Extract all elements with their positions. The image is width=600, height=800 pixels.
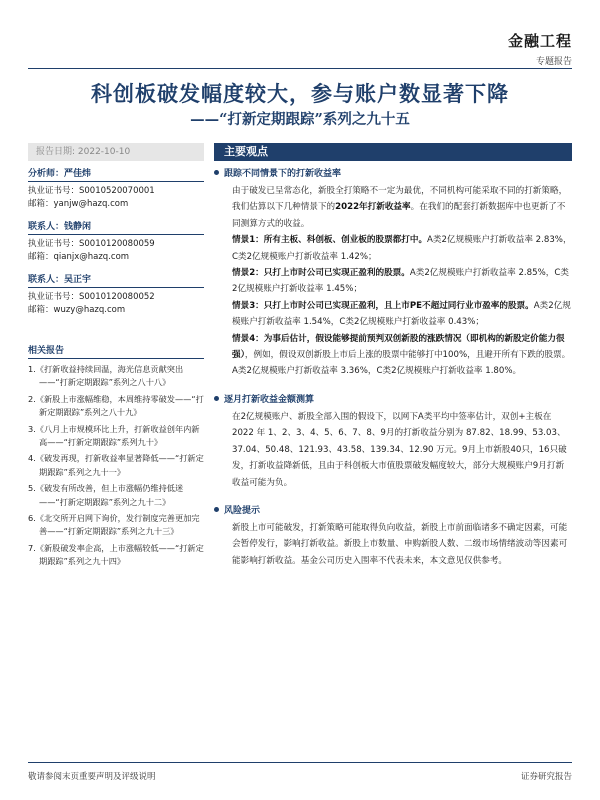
footer-disclaimer[interactable]: 敬请参阅末页重要声明及评级说明 <box>28 772 156 782</box>
scenario-label: 情景2：只打上市时公司已实现正盈利的股票。 <box>232 268 410 279</box>
related-report-item[interactable]: 1.《打新收益持续回温，海光信息贡献突出——“打新定期跟踪”系列之八十八》 <box>28 364 184 388</box>
scenario-label: 情景3：只打上市时公司已实现正盈利，且上市PE不超过同行业市盈率的股票。 <box>232 300 534 311</box>
section-heading-text: 跟踪不同情景下的打新收益率 <box>224 169 342 179</box>
bullet-icon <box>214 507 219 512</box>
section-heading-text: 逐月打新收益金额测算 <box>224 394 315 405</box>
scenario-paragraph <box>214 265 572 298</box>
related-report-item[interactable]: 7.《新股破发率企高，上市涨幅较低——“打新定期跟踪”系列之九十四》 <box>28 542 204 567</box>
brand-label: 金融工程 <box>507 32 572 50</box>
analyst-name: 联系人：吴正宇 <box>28 272 204 288</box>
related-report-item[interactable]: 6.《北交所开启网下询价，发行制度完善更加完善——“打新定期跟踪”系列之九十三》 <box>28 513 200 537</box>
related-reports-title: 相关报告 <box>28 343 204 359</box>
section-tab-main-points: 主要观点 <box>224 145 268 158</box>
section-body: 新股上市可能破发，打新策略可能取得负向收益，新股上市前面临诸多不确定因素，可能会暂停发行，影响打新收益。新股上市数量、申购新股人数、二级市场情绪波动等因素可能影响打新收益。基金公司历史入围率不代表未来，本文意见仅供参考。 <box>232 522 568 566</box>
scenario-body: ，例如，假设双创新股上市后上涨的股票中能够打中100%，且避开所有下跌的股票。A类2亿规模账户打新收益率 3.36%，C类2亿规模账户打新收益率 1.80%。 <box>232 350 571 377</box>
analyst-card <box>28 272 204 317</box>
footer-label: 证券研究报告 <box>520 772 572 782</box>
analyst-cert: 执业证书号：S0010120080059 <box>28 239 155 249</box>
scenario-body: A类2亿规模账户打新收益率 2.83%，C类2亿规模账户打新收益率 1.42%； <box>232 235 572 262</box>
scenario-paragraph <box>214 232 572 265</box>
intro-text: 由于破发已呈常态化，新股全打策略不一定为最优，不同机构可能采取不同的打新策略，我们估算以下几种情景下的 <box>232 186 568 213</box>
intro-bold: 2022年打新收益率 <box>335 202 411 213</box>
main-points-column <box>214 166 572 569</box>
analyst-card <box>28 219 204 264</box>
report-type-label: 专题报告 <box>535 57 572 67</box>
bullet-icon <box>214 396 219 401</box>
section-bar <box>214 143 572 161</box>
intro-end: 。在我们的配套打新数据库中也更新了不同测算方式的收益。 <box>232 202 566 229</box>
section-heading <box>214 166 572 179</box>
section-intro <box>214 183 572 232</box>
analyst-email[interactable]: 邮箱：qianjx@hazq.com <box>28 252 130 262</box>
scenario-label: 情景4：为事后估计，假设能够提前预判双创新股的涨跌情况（即机构的新股定价能力很强） <box>232 333 565 361</box>
bullet-icon <box>214 170 219 175</box>
scenario-paragraph <box>214 298 572 331</box>
analyst-name: 联系人：钱静闲 <box>28 219 204 235</box>
related-report-item[interactable]: 2.《新股上市涨幅维稳，本周维持零破发——“打新定期跟踪”系列之八十九》 <box>28 393 204 418</box>
analyst-column <box>28 166 204 325</box>
scenario-label: 情景1：所有主板、科创板、创业板的股票都打中。 <box>232 235 428 246</box>
header-divider <box>28 68 572 69</box>
report-date: 报告日期: 2022-10-10 <box>28 143 204 161</box>
analyst-cert: 执业证书号：S0010520070001 <box>28 186 155 196</box>
scenario-body: A类2亿规模账户打新收益率 2.85%，C类2亿规模账户打新收益率 1.45%； <box>232 268 569 295</box>
section-heading-text: 风险提示 <box>224 505 261 516</box>
report-title: 科创板破发幅度较大，参与账户数显著下降 <box>91 81 509 106</box>
footer-divider <box>28 762 572 763</box>
analyst-email[interactable]: 邮箱：yanjw@hazq.com <box>28 199 129 209</box>
section-heading <box>214 392 572 405</box>
related-report-item[interactable]: 3.《八月上市规模环比上升，打新收益创年内新高——“打新定期跟踪”系列九十》 <box>28 423 200 448</box>
related-report-item[interactable]: 5.《破发有所改善，但上市涨幅仍维持低迷——“打新定期跟踪”系列之九十二》 <box>28 483 184 507</box>
scenario-paragraph <box>214 331 572 380</box>
analyst-card <box>28 166 204 211</box>
related-report-item[interactable]: 4.《破发再现，打新收益率显著降低——“打新定期跟踪”系列之九十一》 <box>28 453 204 477</box>
analyst-name: 分析师：严佳炜 <box>28 166 204 182</box>
section-body: 在2亿规模账户、新股全部入围的假设下，以网下A类平均中签率估计，双创+主板在 2022 年 1、2、3、4、5、6、7、8、9月的打新收益分别为 87.82、18.99、53.03、37.04、50.48、121.93、43.58、139.34、12.90 万元。9月上市新股40只，16只破发，打新收益降新低，且由于科创板大市值股票破发幅度较大，部分大规模账户9月打新收益可能为负。 <box>232 411 567 488</box>
section-heading <box>214 503 572 516</box>
analyst-cert: 执业证书号：S0010120080052 <box>28 292 155 302</box>
related-reports <box>28 343 204 572</box>
report-subtitle: ——“打新定期跟踪”系列之九十五 <box>190 111 410 128</box>
analyst-email[interactable]: 邮箱：wuzy@hazq.com <box>28 305 126 315</box>
scenario-body: A类2亿规模账户打新收益率 1.54%，C类2亿规模账户打新收益率 0.43%； <box>232 300 571 328</box>
